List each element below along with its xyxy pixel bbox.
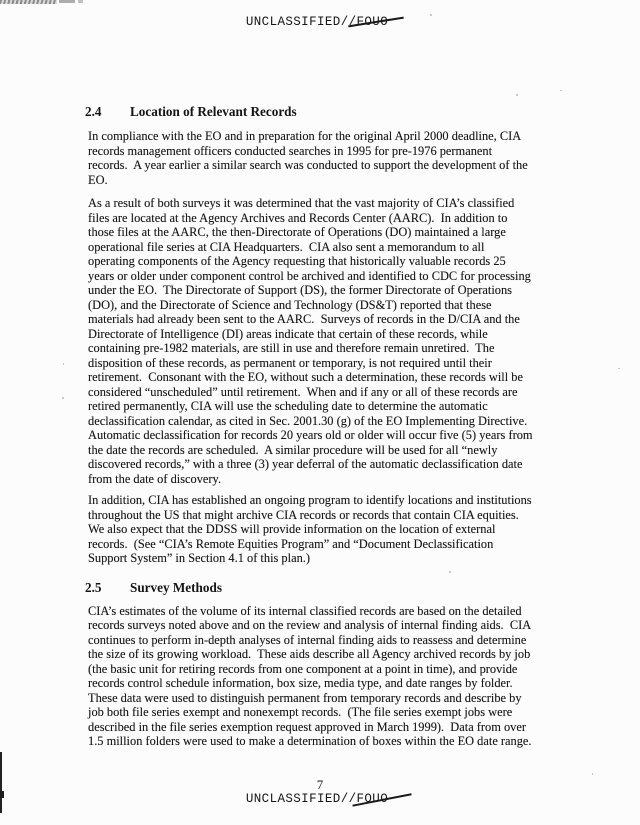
section-heading-2-4 [85,104,595,119]
paragraph: CIA’s estimates of the volume of its internal classified records are based on the detailed records surveys noted above and on the review and analysis of internal finding aids. CIA continues to perform in-depth analyses of internal finding aids to reassess and determine the size of its growing workload. These aids describe all Agency archived records by job (the basic unit for retiring records from one component at a point in time), and provide records control schedule information, box size, media type, and date ranges by folder. These data were used to distinguish permanent from temporary records and describe by job both file series exempt and nonexempt records. (The file series exempt jobs were described in the file series exemption request approved in March 1999). Data from over 1.5 million folders were used to make a determination of boxes within the EO date range. [88,603,532,748]
scan-speck [516,94,518,96]
scan-speck [618,368,620,369]
classification-footer [0,792,634,806]
section-number: 2.4 [85,104,102,119]
scan-speck [560,90,562,91]
paragraph: In addition, CIA has established an ongoing program to identify locations and institutions throughout the US that might archive CIA records or records that contain CIA equities. We also expect that the DDSS will provide information on the location of external records. (See “CIA’s Remote Equities Program” and “Document Declassification Support System” in Section 4.1 of this plan.) [88,493,532,565]
paragraph: In compliance with the EO and in preparation for the original April 2000 deadline, CIA records management officers conducted searches in 1995 for pre-1976 permanent records. A year earlier a similar search was conducted to support the development of the EO. [88,129,528,187]
section-heading-2-5 [85,580,595,595]
classification-footer-text: UNCLASSIFIED// [245,792,357,806]
section-number: 2.5 [85,579,102,595]
scan-speck [592,773,593,775]
document-body [85,104,595,749]
scan-artifact-top-segment-small [78,0,83,3]
scan-speck [62,397,64,399]
classification-header-text: UNCLASSIFIED// [245,15,357,29]
section-title: Survey Methods [130,579,222,595]
section-title: Location of Relevant Records [130,104,297,119]
scan-speck [63,363,64,365]
classification-caveat-text: FOUO [356,15,389,29]
classification-header-caveat [357,15,389,29]
classification-footer-caveat [357,792,389,806]
paragraph: As a result of both surveys it was determined that the vast majority of CIA’s classified files are located at the Agency Archives and Records Center (AARC). In addition to those files at the AARC, the then-Directorate of Operations (DO) maintained a large operational file series at CIA Headquarters. CIA also sent a memorandum to all operating components of the Agency requesting that historically valuable records 25 years or older under component control be archived and identified to CDC for processing under the EO. The Directorate of Support (DS), the former Directorate of Operations (DO), and the Directorate of Science and Technology (DS&T) reported that these materials had already been sent to the AARC. Surveys of records in the D/CIA and the Directorate of Intelligence (DI) areas indicate that certain of these records, while containing pre-1982 materials, are still in use and therefore remain unretired. The disposition of these records, as permanent or temporary, is not required until their retirement. Consonant with the EO, without such a determination, these records will be considered “unscheduled” until retirement. When and if any or all of these records are retired permanently, CIA will use the scheduling date to determine the automatic declassification calendar, as cited in Sec. 2001.30 (g) of the EO Implementing Directive. Automatic declassification for records 20 years old or older will occur five (5) years from the date the records are scheduled. A similar procedure will be used for all “newly discovered records,” with a three (3) year deferral of the automatic declassification date from the date of discovery. [88,196,533,486]
scan-artifact-top-stripe [0,0,57,4]
scan-artifact-top-segment [59,0,75,3]
classification-header [0,15,634,29]
page-number: 7 [316,777,324,792]
classification-caveat-text: FOUO [356,792,389,806]
